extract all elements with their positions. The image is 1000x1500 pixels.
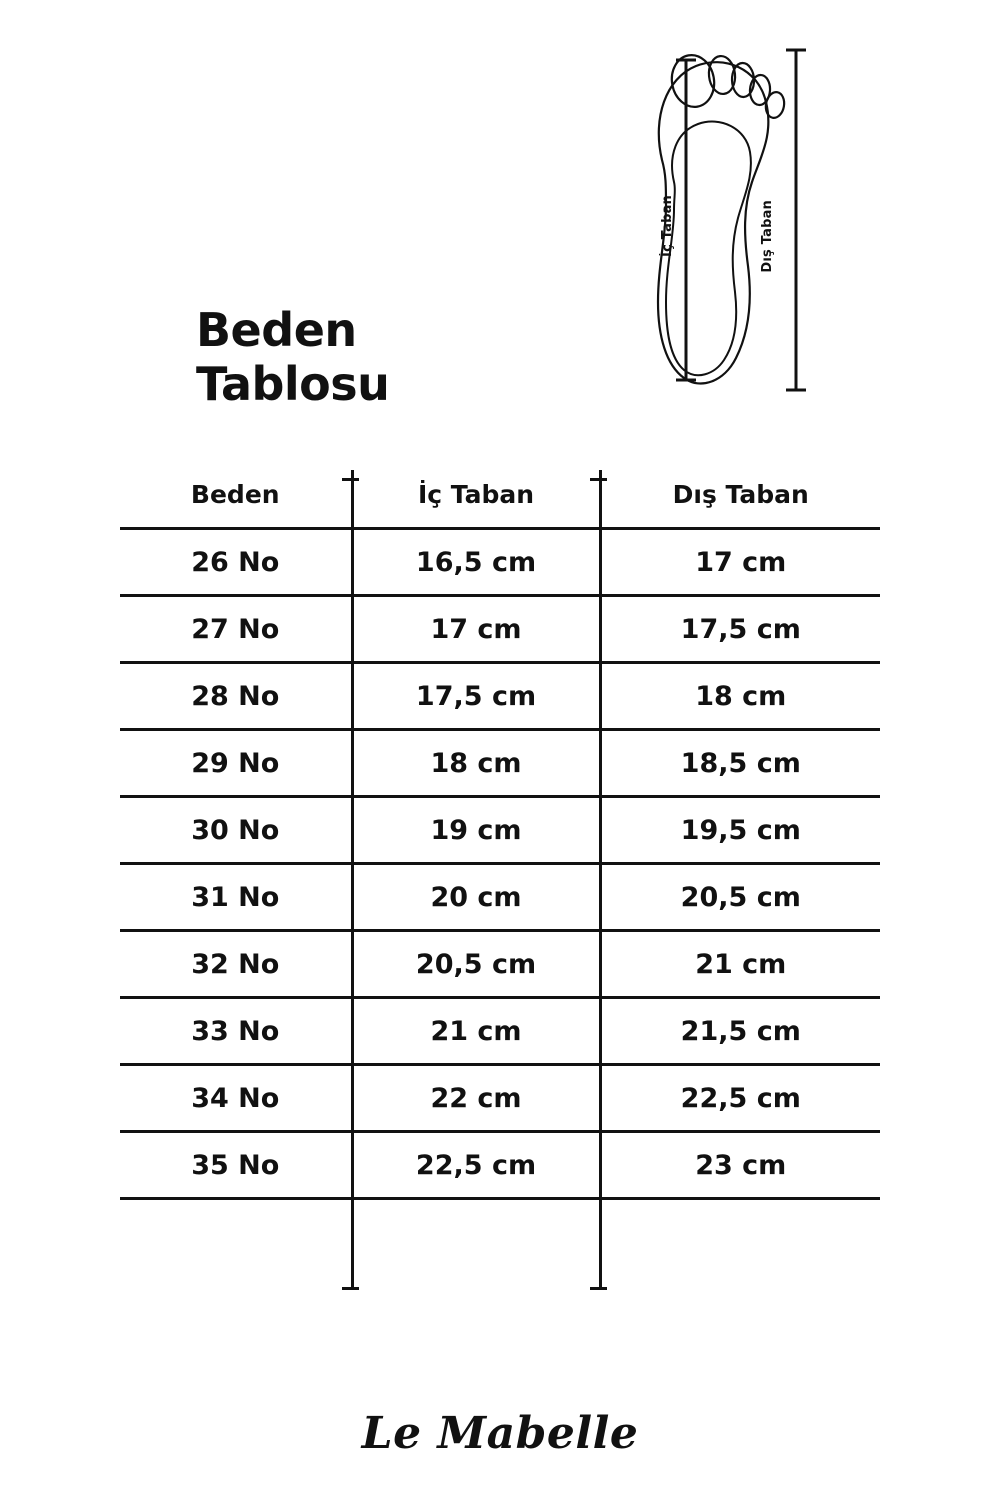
inner-sole-label: İç Taban — [660, 195, 675, 257]
table-row — [120, 931, 880, 998]
cell-ic-taban: 22 cm — [352, 1065, 600, 1132]
cell-beden: 28 No — [120, 663, 352, 730]
cell-beden: 34 No — [120, 1065, 352, 1132]
table-header-row — [120, 470, 880, 529]
cell-beden: 33 No — [120, 998, 352, 1065]
column-header-ic-taban: İç Taban — [352, 470, 600, 529]
size-table-body — [120, 529, 880, 1199]
size-table-wrapper — [0, 470, 1000, 1200]
table-row — [120, 864, 880, 931]
table-row — [120, 596, 880, 663]
cell-dis-taban: 18 cm — [600, 663, 880, 730]
column-divider-1-bottom-cap — [342, 1287, 359, 1290]
cell-dis-taban: 22,5 cm — [600, 1065, 880, 1132]
cell-beden: 29 No — [120, 730, 352, 797]
cell-ic-taban: 17,5 cm — [352, 663, 600, 730]
foot-outline-icon — [600, 40, 820, 410]
page-title-line2: Tablosu — [196, 357, 390, 412]
cell-dis-taban: 19,5 cm — [600, 797, 880, 864]
table-row — [120, 998, 880, 1065]
table-row — [120, 730, 880, 797]
table-row — [120, 1065, 880, 1132]
page-title-line1: Beden — [196, 302, 357, 357]
cell-ic-taban: 22,5 cm — [352, 1132, 600, 1199]
cell-beden: 35 No — [120, 1132, 352, 1199]
cell-dis-taban: 20,5 cm — [600, 864, 880, 931]
cell-ic-taban: 20,5 cm — [352, 931, 600, 998]
table-row — [120, 1132, 880, 1199]
cell-beden: 30 No — [120, 797, 352, 864]
table-row — [120, 663, 880, 730]
size-table — [120, 470, 880, 1200]
table-row — [120, 797, 880, 864]
column-divider-2-bottom-cap — [590, 1287, 607, 1290]
cell-dis-taban: 21 cm — [600, 931, 880, 998]
cell-ic-taban: 18 cm — [352, 730, 600, 797]
page-title — [196, 303, 576, 412]
cell-ic-taban: 19 cm — [352, 797, 600, 864]
cell-dis-taban: 17 cm — [600, 529, 880, 596]
cell-ic-taban: 21 cm — [352, 998, 600, 1065]
cell-ic-taban: 20 cm — [352, 864, 600, 931]
cell-dis-taban: 18,5 cm — [600, 730, 880, 797]
foot-diagram — [600, 40, 820, 410]
table-row — [120, 529, 880, 596]
cell-beden: 32 No — [120, 931, 352, 998]
size-table-head — [120, 470, 880, 529]
cell-beden: 27 No — [120, 596, 352, 663]
cell-beden: 26 No — [120, 529, 352, 596]
brand-logo: Le Mabelle — [361, 1408, 639, 1459]
cell-ic-taban: 16,5 cm — [352, 529, 600, 596]
cell-dis-taban: 23 cm — [600, 1132, 880, 1199]
column-header-dis-taban: Dış Taban — [600, 470, 880, 529]
cell-ic-taban: 17 cm — [352, 596, 600, 663]
column-header-beden: Beden — [190, 480, 280, 509]
outer-sole-label: Dış Taban — [760, 200, 775, 273]
cell-dis-taban: 17,5 cm — [600, 596, 880, 663]
cell-beden: 31 No — [120, 864, 352, 931]
cell-dis-taban: 21,5 cm — [600, 998, 880, 1065]
